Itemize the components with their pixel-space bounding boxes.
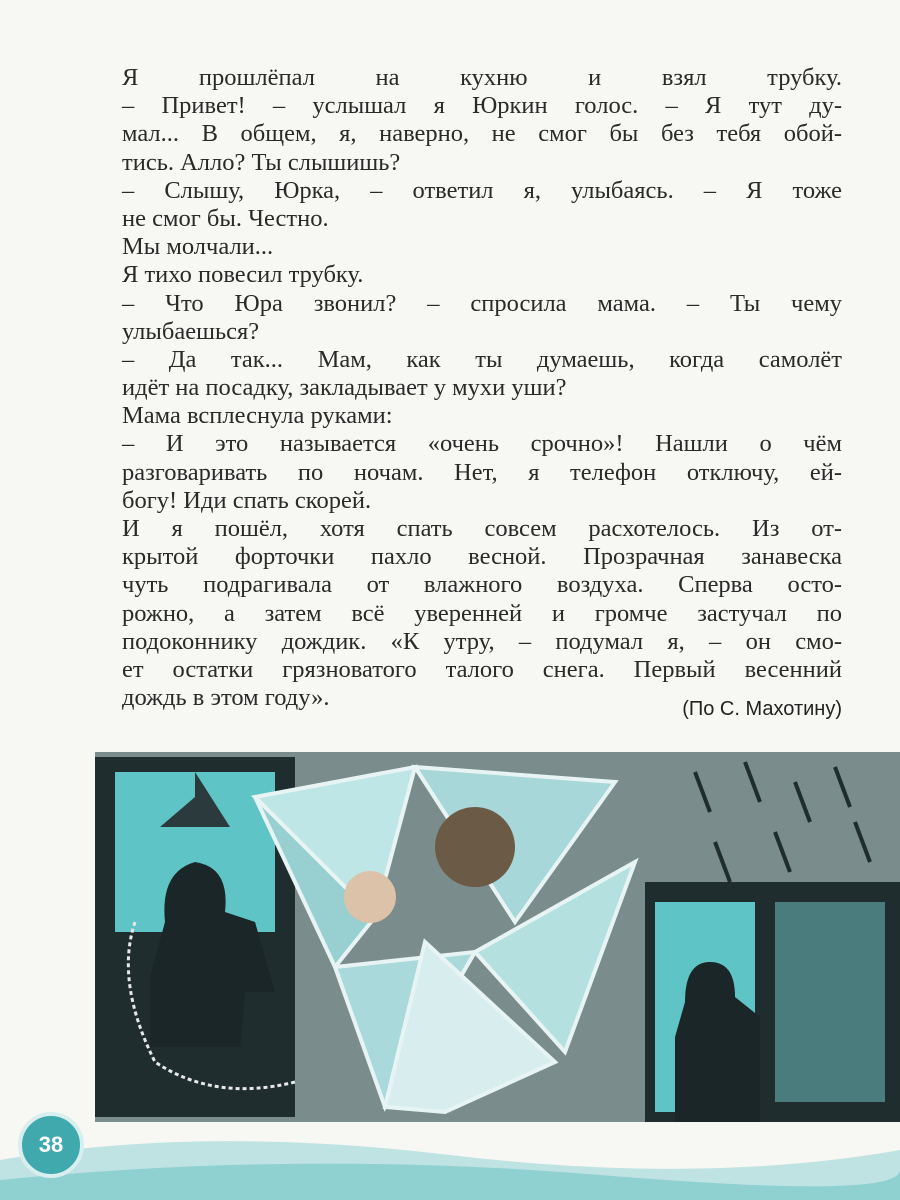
right-window-pane bbox=[775, 902, 885, 1102]
text-line: – Слышу, Юрка, – ответил я, улыбаясь. – Я тоже bbox=[122, 176, 842, 204]
text-line: – Да так... Мам, как ты думаешь, когда самолёт bbox=[122, 345, 842, 373]
text-line: Я прошлёпал на кухню и взял трубку. bbox=[122, 64, 842, 91]
text-line: идёт на посадку, закладывает у мухи уши? bbox=[122, 374, 567, 402]
author-attribution: (По С. Махотину) bbox=[682, 698, 842, 720]
text-line: подоконнику дождик. «К утру, – подумал я, – он смо- bbox=[122, 627, 842, 655]
text-line: дождь в этом году». bbox=[122, 684, 330, 712]
text-line: – Что Юра звонил? – спросила мама. – Ты чему bbox=[122, 289, 842, 317]
text-line: – И это называется «очень срочно»! Нашли о чём bbox=[122, 430, 842, 458]
text-line: рожно, а затем всё уверенней и громче застучал по bbox=[122, 599, 842, 627]
text-line: Мы молчали... bbox=[122, 233, 274, 261]
story-text bbox=[122, 64, 842, 712]
dog-head bbox=[435, 807, 515, 887]
text-line: улыбаешься? bbox=[122, 317, 260, 345]
page-number: 38 bbox=[18, 1112, 84, 1178]
text-line: мал... В общем, я, наверно, не смог бы без тебя обой- bbox=[122, 120, 842, 148]
text-line: Я тихо повесил трубку. bbox=[122, 261, 364, 289]
text-line: не смог бы. Честно. bbox=[122, 204, 329, 232]
text-line: тись. Алло? Ты слышишь? bbox=[122, 148, 401, 176]
text-line: богу! Иди спать скорей. bbox=[122, 486, 372, 514]
text-line: разговаривать по ночам. Нет, я телефон отключу, ей- bbox=[122, 458, 842, 486]
text-line: ет остатки грязноватого талого снега. Первый весенний bbox=[122, 655, 842, 683]
text-line: чуть подрагивала от влажного воздуха. Сперва осто- bbox=[122, 571, 842, 599]
story-illustration bbox=[95, 752, 900, 1122]
text-line: Мама всплеснула руками: bbox=[122, 402, 393, 430]
girl-face bbox=[344, 871, 396, 923]
footer-decoration bbox=[0, 1120, 900, 1200]
text-line: И я пошёл, хотя спать совсем расхотелось. Из от- bbox=[122, 515, 842, 542]
text-line: – Привет! – услышал я Юркин голос. – Я тут ду- bbox=[122, 92, 842, 120]
text-line: крытой форточки пахло весной. Прозрачная занавеска bbox=[122, 543, 842, 571]
